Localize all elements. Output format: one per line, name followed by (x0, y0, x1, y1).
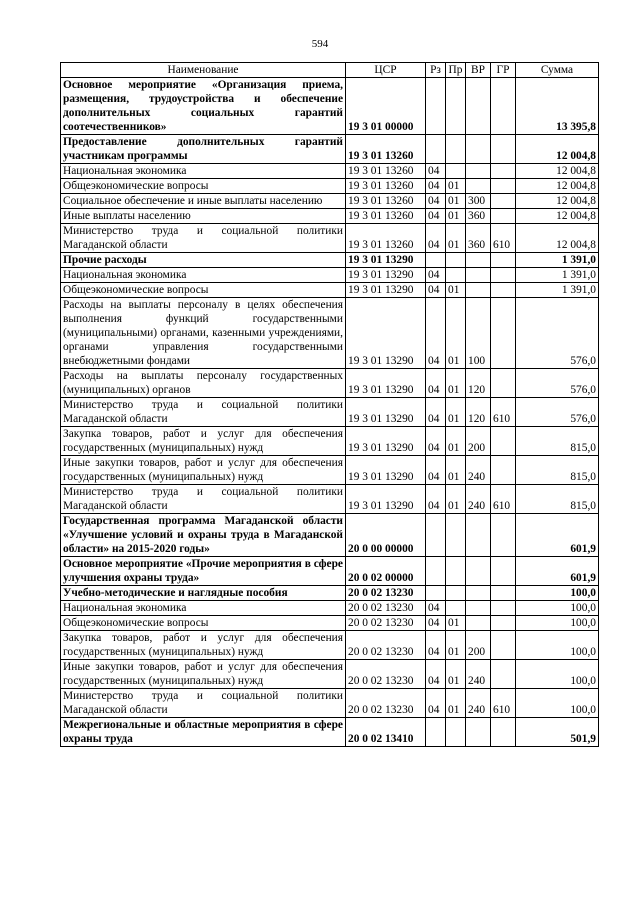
cell-pr: 01 (446, 485, 466, 514)
table-row (61, 398, 599, 427)
cell-pr: 01 (446, 689, 466, 718)
cell-name: Иные выплаты населению (61, 209, 346, 224)
cell-gr (491, 514, 516, 557)
cell-sum: 12 004,8 (516, 179, 599, 194)
cell-name: Министерство труда и социальной политики Магаданской области (61, 224, 346, 253)
cell-csr: 19 3 01 13260 (346, 209, 426, 224)
cell-csr: 19 3 01 13260 (346, 194, 426, 209)
cell-gr (491, 718, 516, 747)
cell-csr: 20 0 00 00000 (346, 514, 426, 557)
cell-rz (426, 718, 446, 747)
cell-gr (491, 253, 516, 268)
cell-csr: 19 3 01 13290 (346, 369, 426, 398)
table-row (61, 660, 599, 689)
table-row (61, 298, 599, 369)
cell-pr (446, 514, 466, 557)
cell-name: Национальная экономика (61, 268, 346, 283)
header-vr: ВР (466, 63, 491, 78)
cell-rz: 04 (426, 209, 446, 224)
cell-name: Иные закупки товаров, работ и услуг для обеспечения государственных (муниципальных) нужд (61, 660, 346, 689)
cell-pr: 01 (446, 298, 466, 369)
cell-name: Расходы на выплаты персоналу в целях обеспечения выполнения функций государственными (муниципальными) органами, казенными учреждениями, органами управления государственными внебюджетными фондами (61, 298, 346, 369)
cell-vr: 300 (466, 194, 491, 209)
cell-sum: 100,0 (516, 601, 599, 616)
cell-csr: 19 3 01 13260 (346, 179, 426, 194)
header-gr: ГР (491, 63, 516, 78)
cell-pr: 01 (446, 660, 466, 689)
cell-csr: 19 3 01 13290 (346, 298, 426, 369)
table-row (61, 268, 599, 283)
cell-csr: 19 3 01 13290 (346, 398, 426, 427)
cell-name: Прочие расходы (61, 253, 346, 268)
table-header-row (61, 63, 599, 78)
cell-sum: 100,0 (516, 616, 599, 631)
table-row (61, 601, 599, 616)
cell-sum: 601,9 (516, 557, 599, 586)
cell-csr: 20 0 02 00000 (346, 557, 426, 586)
cell-gr (491, 179, 516, 194)
cell-rz: 04 (426, 179, 446, 194)
table-row (61, 135, 599, 164)
cell-vr: 240 (466, 660, 491, 689)
cell-rz: 04 (426, 283, 446, 298)
cell-vr (466, 268, 491, 283)
cell-name: Министерство труда и социальной политики Магаданской области (61, 398, 346, 427)
cell-sum: 12 004,8 (516, 224, 599, 253)
table-row (61, 283, 599, 298)
cell-name: Государственная программа Магаданской области «Улучшение условий и охраны труда в Магаданской области» на 2015-2020 годы» (61, 514, 346, 557)
cell-sum: 1 391,0 (516, 268, 599, 283)
table-row (61, 485, 599, 514)
cell-vr: 200 (466, 631, 491, 660)
cell-vr (466, 78, 491, 135)
cell-pr (446, 601, 466, 616)
cell-name: Основное мероприятие «Организация приема, размещения, трудоустройства и обеспечение дополнительных социальных гарантий соотечественников» (61, 78, 346, 135)
cell-gr: 610 (491, 398, 516, 427)
header-sum: Сумма (516, 63, 599, 78)
cell-csr: 19 3 01 13290 (346, 253, 426, 268)
cell-vr (466, 253, 491, 268)
cell-rz (426, 135, 446, 164)
cell-rz: 04 (426, 194, 446, 209)
cell-pr (446, 253, 466, 268)
cell-gr: 610 (491, 689, 516, 718)
cell-name: Учебно-методические и наглядные пособия (61, 586, 346, 601)
cell-gr (491, 601, 516, 616)
cell-name: Предоставление дополнительных гарантий участникам программы (61, 135, 346, 164)
table-row (61, 209, 599, 224)
cell-name: Национальная экономика (61, 164, 346, 179)
cell-gr (491, 456, 516, 485)
cell-rz: 04 (426, 224, 446, 253)
cell-csr: 19 3 01 13290 (346, 485, 426, 514)
cell-sum: 815,0 (516, 456, 599, 485)
cell-name: Межрегиональные и областные мероприятия в сфере охраны труда (61, 718, 346, 747)
cell-gr (491, 631, 516, 660)
cell-sum: 100,0 (516, 660, 599, 689)
cell-sum: 1 391,0 (516, 253, 599, 268)
cell-vr: 120 (466, 398, 491, 427)
table-row (61, 78, 599, 135)
table-row (61, 427, 599, 456)
cell-rz: 04 (426, 616, 446, 631)
cell-name: Социальное обеспечение и иные выплаты населению (61, 194, 346, 209)
cell-gr (491, 135, 516, 164)
cell-vr (466, 557, 491, 586)
cell-sum: 12 004,8 (516, 209, 599, 224)
cell-pr: 01 (446, 179, 466, 194)
cell-vr (466, 718, 491, 747)
cell-sum: 601,9 (516, 514, 599, 557)
cell-name: Общеэкономические вопросы (61, 283, 346, 298)
cell-sum: 100,0 (516, 689, 599, 718)
cell-rz (426, 78, 446, 135)
cell-pr: 01 (446, 427, 466, 456)
cell-rz: 04 (426, 631, 446, 660)
cell-pr: 01 (446, 456, 466, 485)
cell-gr (491, 427, 516, 456)
cell-name: Иные закупки товаров, работ и услуг для обеспечения государственных (муниципальных) нужд (61, 456, 346, 485)
cell-sum: 576,0 (516, 369, 599, 398)
header-rz: Рз (426, 63, 446, 78)
cell-pr (446, 557, 466, 586)
cell-vr (466, 179, 491, 194)
cell-name: Общеэкономические вопросы (61, 179, 346, 194)
cell-sum: 12 004,8 (516, 194, 599, 209)
header-csr: ЦСР (346, 63, 426, 78)
cell-sum: 576,0 (516, 398, 599, 427)
cell-vr: 240 (466, 485, 491, 514)
cell-name: Закупка товаров, работ и услуг для обеспечения государственных (муниципальных) нужд (61, 427, 346, 456)
cell-sum: 13 395,8 (516, 78, 599, 135)
cell-gr (491, 78, 516, 135)
cell-pr (446, 135, 466, 164)
cell-rz: 04 (426, 398, 446, 427)
cell-csr: 20 0 02 13410 (346, 718, 426, 747)
cell-gr (491, 586, 516, 601)
cell-csr: 19 3 01 13260 (346, 164, 426, 179)
cell-pr: 01 (446, 194, 466, 209)
cell-name: Министерство труда и социальной политики Магаданской области (61, 689, 346, 718)
cell-name: Общеэкономические вопросы (61, 616, 346, 631)
cell-pr (446, 164, 466, 179)
cell-vr: 200 (466, 427, 491, 456)
cell-sum: 815,0 (516, 427, 599, 456)
table-row (61, 718, 599, 747)
cell-csr: 19 3 01 13260 (346, 224, 426, 253)
header-name: Наименование (61, 63, 346, 78)
cell-csr: 20 0 02 13230 (346, 616, 426, 631)
table-row (61, 557, 599, 586)
cell-sum: 100,0 (516, 586, 599, 601)
cell-csr: 19 3 01 00000 (346, 78, 426, 135)
cell-pr: 01 (446, 398, 466, 427)
cell-rz: 04 (426, 456, 446, 485)
cell-rz: 04 (426, 601, 446, 616)
cell-gr (491, 164, 516, 179)
cell-vr (466, 616, 491, 631)
table-row (61, 586, 599, 601)
cell-sum: 12 004,8 (516, 135, 599, 164)
cell-vr: 100 (466, 298, 491, 369)
cell-sum: 12 004,8 (516, 164, 599, 179)
cell-gr (491, 209, 516, 224)
cell-gr (491, 268, 516, 283)
cell-sum: 100,0 (516, 631, 599, 660)
cell-gr (491, 557, 516, 586)
cell-gr: 610 (491, 485, 516, 514)
cell-name: Расходы на выплаты персоналу государственных (муниципальных) органов (61, 369, 346, 398)
cell-pr (446, 586, 466, 601)
cell-name: Основное мероприятие «Прочие мероприятия в сфере улучшения охраны труда» (61, 557, 346, 586)
budget-table (60, 62, 599, 747)
cell-csr: 20 0 02 13230 (346, 660, 426, 689)
cell-pr: 01 (446, 283, 466, 298)
cell-sum: 1 391,0 (516, 283, 599, 298)
cell-pr (446, 268, 466, 283)
table-body (61, 78, 599, 747)
cell-vr: 360 (466, 224, 491, 253)
cell-pr: 01 (446, 631, 466, 660)
cell-csr: 20 0 02 13230 (346, 631, 426, 660)
table-row (61, 616, 599, 631)
cell-gr (491, 369, 516, 398)
cell-name: Закупка товаров, работ и услуг для обеспечения государственных (муниципальных) нужд (61, 631, 346, 660)
cell-rz (426, 253, 446, 268)
cell-vr (466, 586, 491, 601)
cell-pr: 01 (446, 209, 466, 224)
cell-pr (446, 718, 466, 747)
table-row (61, 456, 599, 485)
cell-rz (426, 586, 446, 601)
cell-csr: 19 3 01 13290 (346, 456, 426, 485)
cell-vr: 240 (466, 456, 491, 485)
cell-sum: 576,0 (516, 298, 599, 369)
table-row (61, 631, 599, 660)
cell-csr: 19 3 01 13290 (346, 283, 426, 298)
cell-vr: 360 (466, 209, 491, 224)
table-row (61, 179, 599, 194)
cell-csr: 19 3 01 13290 (346, 268, 426, 283)
page-number: 594 (311, 38, 329, 50)
cell-vr (466, 514, 491, 557)
cell-vr (466, 283, 491, 298)
cell-rz: 04 (426, 689, 446, 718)
cell-name: Национальная экономика (61, 601, 346, 616)
cell-gr (491, 616, 516, 631)
cell-gr (491, 283, 516, 298)
cell-vr (466, 601, 491, 616)
cell-csr: 19 3 01 13290 (346, 427, 426, 456)
cell-pr (446, 78, 466, 135)
cell-vr: 120 (466, 369, 491, 398)
cell-rz: 04 (426, 427, 446, 456)
cell-rz (426, 514, 446, 557)
cell-rz: 04 (426, 268, 446, 283)
cell-gr (491, 298, 516, 369)
cell-gr (491, 194, 516, 209)
cell-pr: 01 (446, 224, 466, 253)
cell-rz (426, 557, 446, 586)
header-pr: Пр (446, 63, 466, 78)
cell-pr: 01 (446, 616, 466, 631)
cell-csr: 20 0 02 13230 (346, 689, 426, 718)
cell-rz: 04 (426, 164, 446, 179)
cell-rz: 04 (426, 298, 446, 369)
cell-vr (466, 135, 491, 164)
cell-rz: 04 (426, 369, 446, 398)
cell-rz: 04 (426, 485, 446, 514)
cell-name: Министерство труда и социальной политики Магаданской области (61, 485, 346, 514)
table-row (61, 689, 599, 718)
cell-gr: 610 (491, 224, 516, 253)
cell-sum: 501,9 (516, 718, 599, 747)
table-row (61, 514, 599, 557)
cell-sum: 815,0 (516, 485, 599, 514)
cell-csr: 19 3 01 13260 (346, 135, 426, 164)
cell-csr: 20 0 02 13230 (346, 601, 426, 616)
table-row (61, 253, 599, 268)
cell-rz: 04 (426, 660, 446, 689)
cell-vr (466, 164, 491, 179)
table-row (61, 224, 599, 253)
table-row (61, 164, 599, 179)
cell-pr: 01 (446, 369, 466, 398)
cell-gr (491, 660, 516, 689)
cell-csr: 20 0 02 13230 (346, 586, 426, 601)
table-row (61, 369, 599, 398)
cell-vr: 240 (466, 689, 491, 718)
table-row (61, 194, 599, 209)
